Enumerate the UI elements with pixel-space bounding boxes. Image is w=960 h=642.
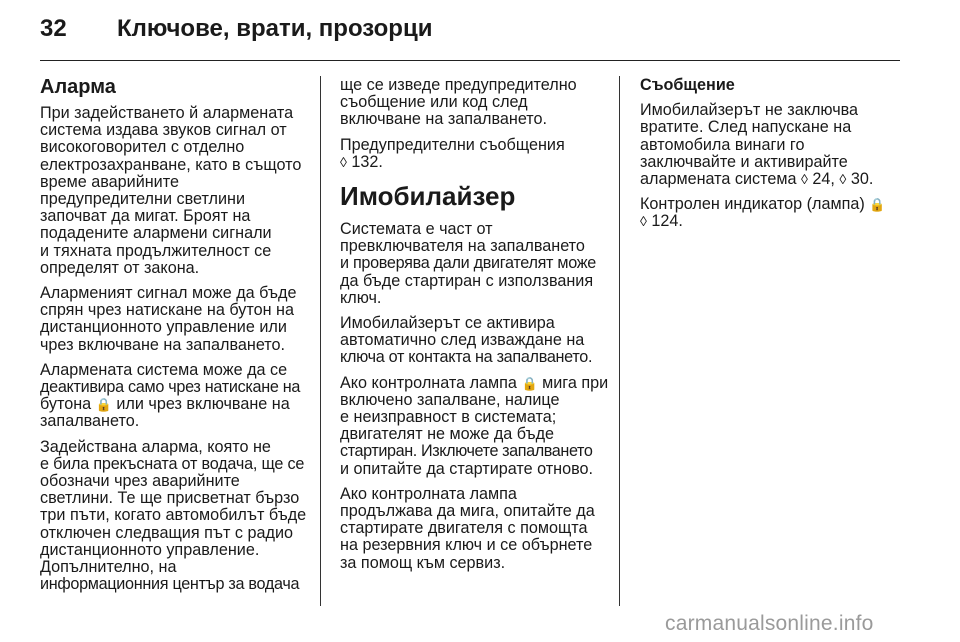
text-line: съобщение или код след bbox=[340, 93, 528, 112]
text-line: включено запалване, налице bbox=[340, 390, 560, 409]
text-line: подадените алармени сигнали bbox=[40, 224, 272, 243]
header-rule bbox=[40, 60, 900, 61]
column-divider-2 bbox=[619, 76, 620, 606]
text-line: Ако контролната лампа bbox=[340, 484, 517, 503]
text-fragment: мига при bbox=[537, 373, 609, 392]
notice-heading: Съобщение bbox=[640, 76, 735, 94]
text-line: на резервния ключ и се обърнете bbox=[340, 536, 593, 555]
page-reference-icon: ◊ bbox=[640, 213, 647, 230]
text-line: и тяхната продължителност се bbox=[40, 241, 272, 260]
section-heading-alarm: Аларма bbox=[40, 76, 116, 98]
text-line: и опитайте да стартирате отново. bbox=[340, 459, 594, 478]
text-line: включване на запалването. bbox=[340, 110, 548, 129]
lock-icon: 🔒 bbox=[95, 397, 112, 413]
text-line: деактивира само чрез натискане на bbox=[40, 378, 301, 397]
text-line: да бъде стартиран с използвания bbox=[340, 271, 594, 290]
text-line: Имобилайзерът не заключва bbox=[640, 101, 859, 120]
text-line: стартирате двигателя с помощта bbox=[340, 519, 588, 538]
immobilizer-lamp-icon: 🔒 bbox=[869, 197, 886, 213]
page-reference-icon: ◊ bbox=[801, 171, 808, 188]
text-line: ключа от контакта на запалването. bbox=[340, 348, 593, 367]
text-line: Алармената система може да се bbox=[40, 360, 288, 379]
watermark: carmanualsonline.info bbox=[665, 612, 874, 635]
text-fragment: бутона bbox=[40, 395, 96, 414]
column-divider-1 bbox=[320, 76, 321, 606]
text-line: ще се изведе предупредително bbox=[340, 76, 577, 94]
text-line: дистанционното управление. bbox=[40, 540, 260, 559]
text-line: е неизправност в системата; bbox=[340, 408, 557, 427]
text-line: стартиран. Изключете запалването bbox=[340, 442, 593, 461]
text-line: Алармeният сигнал може да бъде bbox=[40, 284, 297, 303]
section-heading-immobilizer: Имобилайзер bbox=[340, 181, 516, 212]
paragraph bbox=[340, 375, 610, 478]
text-line: автомобила винаги го bbox=[640, 135, 805, 154]
page-reference-icon: ◊ bbox=[839, 171, 847, 188]
text-line: Системата е част от bbox=[340, 220, 493, 239]
paragraph bbox=[340, 486, 610, 572]
text-line: предупредителни светлини bbox=[40, 190, 245, 209]
page-reference[interactable]: 132. bbox=[346, 152, 383, 171]
text-line: Имобилайзерът се активира bbox=[340, 314, 555, 333]
paragraph bbox=[640, 102, 905, 188]
page-reference[interactable]: 24, bbox=[807, 170, 840, 189]
paragraph bbox=[40, 285, 310, 354]
text-line: време аварийните bbox=[40, 172, 179, 191]
text-line: автоматично след изваждане на bbox=[340, 331, 585, 350]
page-reference[interactable]: 124. bbox=[646, 212, 683, 231]
text-line: запалването. bbox=[40, 412, 140, 431]
paragraph bbox=[340, 315, 610, 367]
text-line: система издава звуков сигнал от bbox=[40, 121, 287, 140]
paragraph bbox=[40, 105, 310, 277]
text-line: продължава да мига, опитайте да bbox=[340, 502, 595, 521]
page-reference[interactable]: 30. bbox=[846, 170, 874, 189]
paragraph bbox=[640, 196, 905, 230]
text-line: отключен следващия път с радио bbox=[40, 523, 293, 542]
text-line: спрян чрез натискане на бутон на bbox=[40, 301, 294, 320]
text-line bbox=[340, 375, 610, 392]
text-line: чрез включване на запалването. bbox=[40, 335, 286, 354]
text-line: три пъти, когато автомобилът бъде bbox=[40, 506, 307, 525]
chapter-title: Ключове, врати, прозорци bbox=[117, 15, 433, 42]
paragraph bbox=[340, 77, 610, 129]
column-immobilizer bbox=[340, 77, 610, 580]
text-fragment: Ако контролната лампа bbox=[340, 373, 522, 392]
text-line bbox=[640, 213, 905, 230]
text-line bbox=[640, 171, 905, 188]
column-notice bbox=[640, 77, 905, 239]
text-fragment: Контролен индикатор (лампа) bbox=[640, 195, 870, 214]
paragraph bbox=[40, 439, 310, 594]
text-line: заключвайте и активирайте bbox=[640, 152, 848, 171]
text-line: определят от закона. bbox=[40, 258, 200, 277]
page-header bbox=[0, 0, 960, 62]
text-line: двигателят не може да бъде bbox=[340, 425, 555, 444]
text-fragment: алармената система bbox=[640, 170, 801, 189]
text-line bbox=[40, 396, 310, 413]
text-line: Допълнително, на bbox=[40, 558, 177, 577]
text-line: Предупредителни съобщения bbox=[340, 135, 565, 154]
text-line: започват да мигат. Броят на bbox=[40, 207, 251, 226]
text-line: високоговорител с отделно bbox=[40, 138, 245, 157]
text-line: и проверява дали двигателят може bbox=[340, 254, 596, 273]
text-line bbox=[640, 196, 905, 213]
text-line: е била прекъсната от водача, ще се bbox=[40, 454, 305, 473]
text-line: обозначи чрез аварийните bbox=[40, 472, 240, 491]
page-reference-icon: ◊ bbox=[340, 153, 347, 170]
immobilizer-lamp-icon: 🔒 bbox=[521, 375, 538, 391]
column-alarm bbox=[40, 77, 310, 601]
paragraph bbox=[40, 362, 310, 431]
text-line: информационния център за водача bbox=[40, 575, 300, 594]
text-line: дистанционното управление или bbox=[40, 318, 287, 337]
text-fragment: или чрез включване на bbox=[111, 395, 290, 414]
text-line: вратите. След напускане на bbox=[640, 118, 852, 137]
text-line: ключ. bbox=[340, 288, 382, 307]
text-line: за помощ към сервиз. bbox=[340, 553, 506, 572]
paragraph bbox=[340, 137, 610, 171]
paragraph bbox=[340, 221, 610, 307]
text-line: превключвателя на запалването bbox=[340, 237, 585, 256]
text-line: светлини. Те ще присветнат бързо bbox=[40, 489, 300, 508]
text-line bbox=[340, 154, 610, 171]
text-line: При задействането й алармената bbox=[40, 104, 294, 122]
text-line: електрозахранване, като в същото bbox=[40, 155, 302, 174]
page-number: 32 bbox=[40, 15, 67, 42]
text-line: Задействана аларма, която не bbox=[40, 437, 271, 456]
